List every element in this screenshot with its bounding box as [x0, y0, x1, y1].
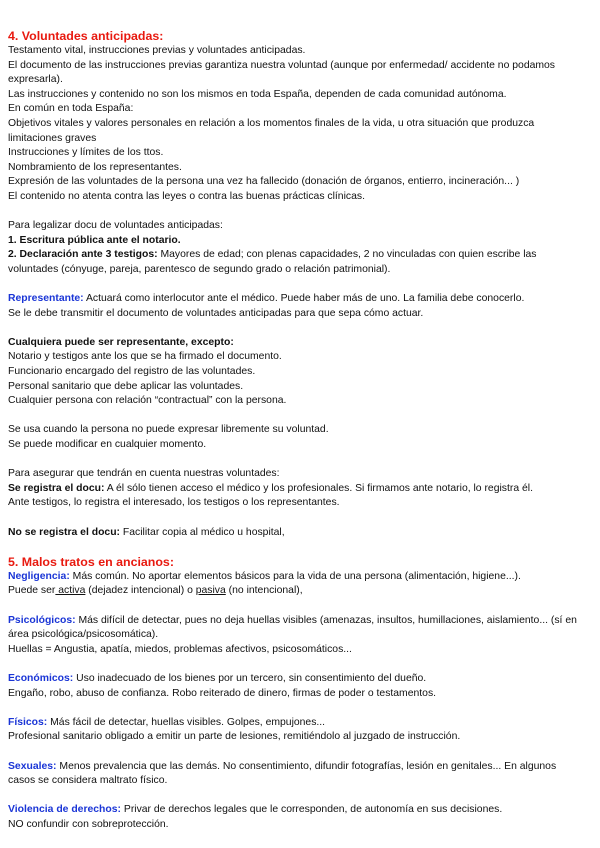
term-label: Se registra el docu: — [8, 482, 105, 494]
term-text: Menos prevalencia que las demás. No consentimiento, difundir fotografías, lesión en genitales... En algunos casos se considera maltrato físico. — [8, 760, 557, 787]
paragraph — [8, 584, 586, 599]
paragraph: En común en toda España: — [8, 103, 134, 115]
paragraph — [8, 803, 586, 818]
paragraph: Expresión de las voluntades de la persona una vez ha fallecido (donación de órganos, entierro, incineración... ) — [8, 176, 520, 188]
spacer — [8, 409, 586, 424]
term-label: No se registra el docu: — [8, 526, 121, 538]
subheading: Cualquiera puede ser representante, excepto: — [8, 336, 234, 348]
term-text: A él sólo tienen acceso el médico y los profesionales. Si firmamos ante notario, lo registra él. — [104, 482, 533, 494]
spacer — [8, 599, 586, 614]
list-item: Funcionario encargado del registro de las voluntades. — [8, 366, 256, 378]
paragraph — [8, 716, 586, 731]
paragraph — [8, 760, 586, 789]
paragraph: Instrucciones y límites de los ttos. — [8, 147, 164, 159]
spacer — [8, 745, 586, 760]
term-label: Negligencia: — [8, 570, 70, 582]
paragraph: Nombramiento de los representantes. — [8, 161, 182, 173]
term-text: Facilitar copia al médico u hospital, — [120, 526, 285, 538]
paragraph: Ante testigos, lo registra el interesado, los testigos o los representantes. — [8, 497, 340, 509]
text-run: Puede ser — [8, 585, 56, 597]
list-item: 1. Escritura pública ante el notario. — [8, 234, 181, 246]
paragraph: Las instrucciones y contenido no son los mismos en toda España, dependen de cada comunidad autónoma. — [8, 88, 507, 100]
spacer — [8, 321, 586, 336]
paragraph — [8, 672, 586, 687]
term-label: Físicos: — [8, 716, 48, 728]
text-run: (no intencional), — [225, 585, 303, 597]
spacer — [8, 453, 586, 468]
paragraph: NO confundir con sobreprotección. — [8, 818, 169, 830]
paragraph: Para legalizar docu de voluntades anticipadas: — [8, 220, 223, 232]
paragraph: El contenido no atenta contra las leyes o contra las buenas prácticas clínicas. — [8, 190, 365, 202]
spacer — [8, 657, 586, 672]
term-label: 2. Declaración ante 3 testigos: — [8, 249, 158, 261]
term-text: Actuará como interlocutor ante el médico. Puede haber más de uno. La familia debe conocerlo. — [83, 293, 525, 305]
paragraph: Engaño, robo, abuso de confianza. Robo reiterado de dinero, firmas de poder o testamentos. — [8, 687, 437, 699]
paragraph: El documento de las instrucciones previas garantiza nuestra voluntad (aunque por enfermedad/ accidente no podamos expresarla). — [8, 59, 556, 86]
spacer — [8, 789, 586, 804]
paragraph: Para asegurar que tendrán en cuenta nuestras voluntades: — [8, 468, 280, 480]
term-pasiva: pasiva — [195, 585, 226, 597]
term-text: Más fácil de detectar, huellas visibles. Golpes, empujones... — [47, 716, 326, 728]
paragraph: Se le debe transmitir el documento de voluntades anticipadas para que sepa cómo actuar. — [8, 307, 424, 319]
term-label: Representante: — [8, 293, 84, 305]
spacer — [8, 278, 586, 293]
paragraph: Huellas = Angustia, apatía, miedos, problemas afectivos, psicosomáticos... — [8, 643, 352, 655]
term-text: Mayores de edad; con plenas capacidades, 2 no vinculadas con quien escribe las voluntades (cónyuge, pareja, parentesco de segundo grado o relación patrimonial). — [8, 249, 537, 275]
paragraph — [8, 570, 586, 585]
paragraph: Testamento vital, instrucciones previas y voluntades anticipadas. — [8, 45, 306, 56]
term-label: Sexuales: — [8, 760, 57, 772]
term-activa: activa — [55, 585, 86, 597]
term-text: Más difícil de detectar, pues no deja huellas visibles (amenazas, insultos, humillaciones, aislamiento... (sí en área psicológica/psicosomática). — [8, 614, 577, 641]
list-item — [8, 248, 586, 277]
term-text: Privar de derechos legales que le corresponden, de autonomía en sus decisiones. — [121, 804, 503, 816]
term-label: Psicológicos: — [8, 614, 76, 626]
paragraph: Se usa cuando la persona no puede expresar libremente su voluntad. — [8, 424, 329, 436]
spacer — [8, 511, 586, 526]
list-item: Personal sanitario que debe aplicar las voluntades. — [8, 380, 244, 392]
paragraph — [8, 482, 586, 497]
spacer — [8, 205, 586, 220]
paragraph — [8, 292, 586, 307]
term-label: Violencia de derechos: — [8, 804, 121, 816]
paragraph: Se puede modificar en cualquier momento. — [8, 439, 207, 451]
term-text: Uso inadecuado de los bienes por un tercero, sin consentimiento del dueño. — [73, 672, 427, 684]
paragraph: Profesional sanitario obligado a emitir un parte de lesiones, remitiéndolo al juzgado de instrucción. — [8, 731, 461, 743]
term-text: Más común. No aportar elementos básicos para la vida de una persona (alimentación, higiene...). — [69, 570, 521, 582]
section-5-heading: 5. Malos tratos en ancianos: — [8, 554, 174, 569]
paragraph — [8, 526, 586, 541]
spacer — [8, 540, 586, 555]
list-item: Cualquier persona con relación “contractual” con la persona. — [8, 395, 287, 407]
paragraph — [8, 614, 586, 643]
spacer — [8, 701, 586, 716]
term-label: Económicos: — [8, 672, 74, 684]
text-run: (dejadez intencional) o — [85, 585, 196, 597]
list-item: Notario y testigos ante los que se ha firmado el documento. — [8, 351, 282, 363]
paragraph: Objetivos vitales y valores personales en relación a los momentos finales de la vida, u otra situación que produzca limitaciones graves — [8, 117, 535, 144]
section-4-heading: 4. Voluntades anticipadas: — [8, 29, 164, 43]
